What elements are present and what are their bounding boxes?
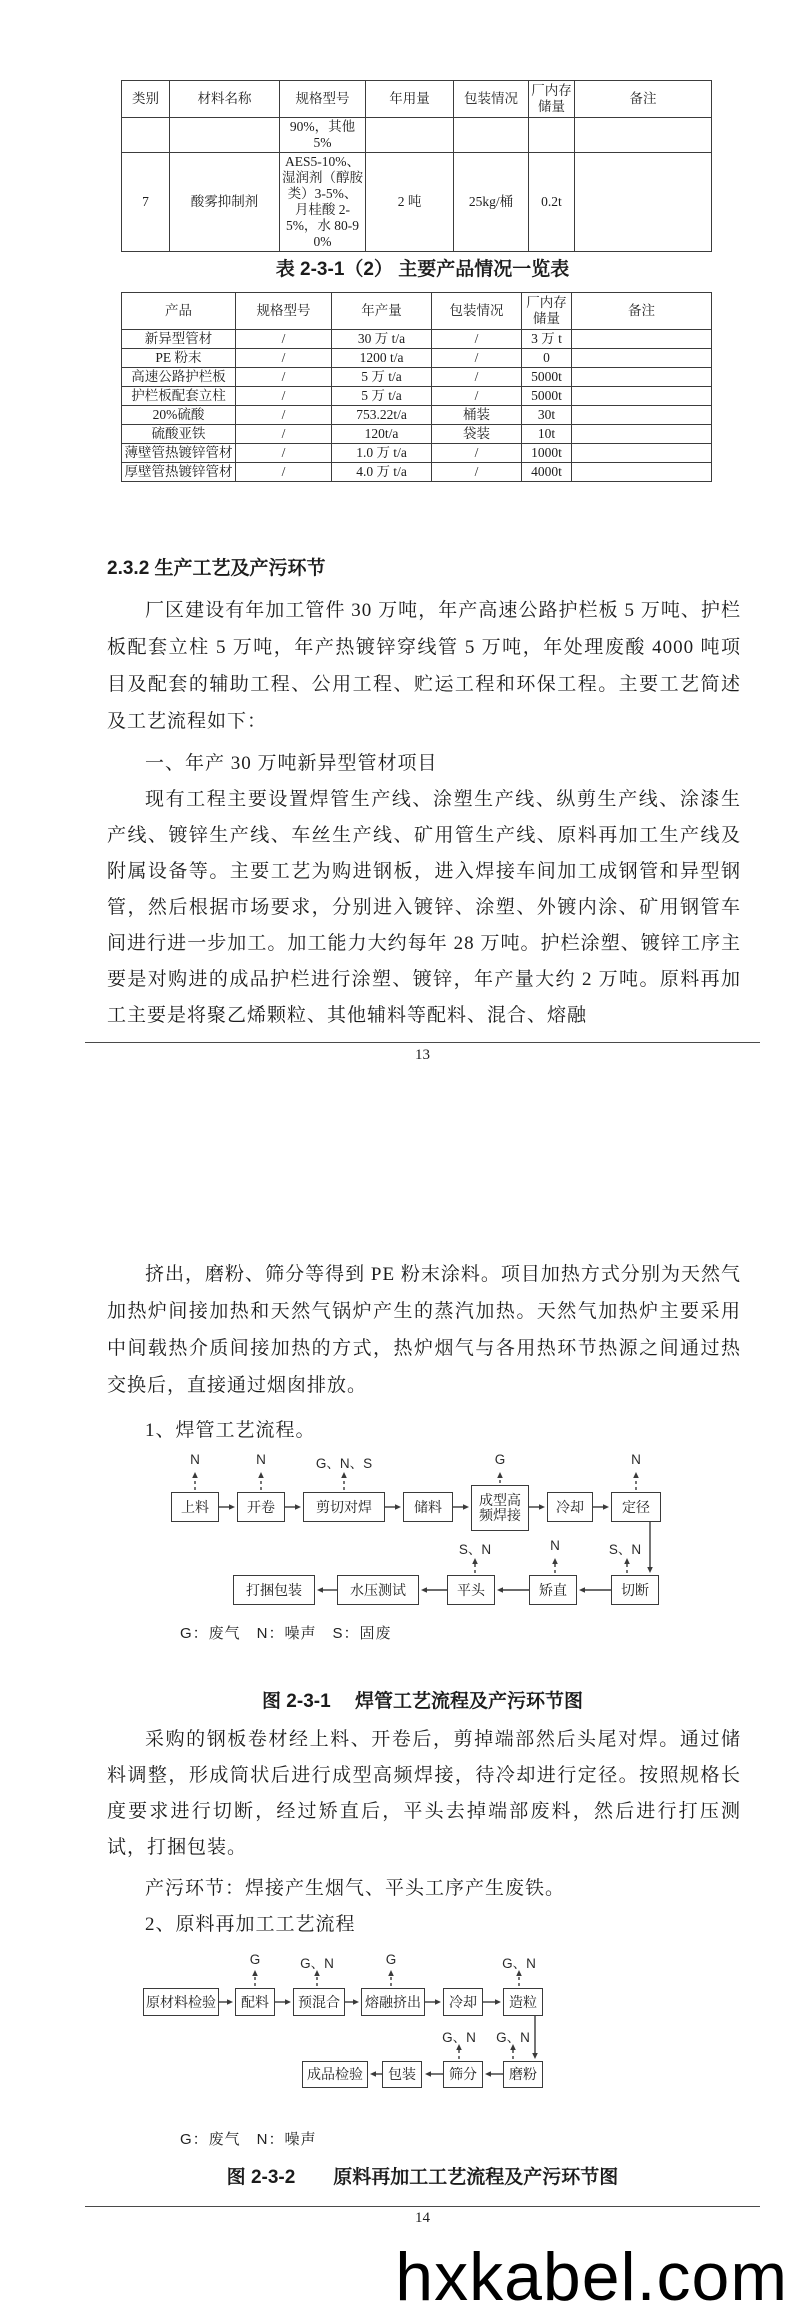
- table-cell: /: [236, 463, 332, 482]
- table-cell: 5 万 t/a: [332, 387, 432, 406]
- figure-2-caption: 图 2-3-2 原料再加工工艺流程及产污环节图: [226, 2167, 619, 2188]
- footer-rule: [85, 1042, 760, 1043]
- table-cell: 1.0 万 t/a: [332, 444, 432, 463]
- flow-step-rong-rong-ji-chu: 熔融挤出: [361, 1988, 425, 2016]
- flow-step-mo-fen: 磨粉: [503, 2061, 543, 2088]
- flow-step-yu-hun-he: 预混合: [293, 1988, 345, 2016]
- table-cell: 20%硫酸: [122, 406, 236, 425]
- flow-step-chu-liao: 储料: [403, 1492, 453, 1522]
- figure-1-caption: 图 2-3-1 焊管工艺流程及产污环节图: [262, 1691, 583, 1712]
- table-cell: 护栏板配套立柱: [122, 387, 236, 406]
- paragraph: 现有工程主要设置焊管生产线、涂塑生产线、纵剪生产线、涂漆生产线、镀锌生产线、车丝生产线、矿用管生产线、原料再加工生产线及附属设备等。主要工艺为购进钢板，进入焊接车间加工成钢管和异型钢管，然后根据市场要求，分别进入镀锌、涂塑、外镀内涂、矿用钢管车间进行进一步加工。加工能力大约每年 28 万吨。护栏涂塑、镀锌工序主要是对购进的成品护栏进行涂塑、镀锌，年产量大约 2 万吨。原料再加工主要是将聚乙烯颗粒、其他辅料等配料、混合、熔融: [107, 789, 741, 1026]
- emission-label: S、N: [458, 1542, 492, 1557]
- table-cell: 高速公路护栏板: [122, 368, 236, 387]
- sub-heading: 2、原料再加工工艺流程: [145, 1914, 356, 1935]
- table-cell: [572, 387, 712, 406]
- table-cell: 薄壁管热镀锌管材: [122, 444, 236, 463]
- emission-label: N: [190, 1452, 200, 1467]
- table-cell: /: [236, 406, 332, 425]
- table-cell: 1200 t/a: [332, 349, 432, 368]
- emission-label: G、N: [502, 1956, 536, 1971]
- table-cell: 3 万 t: [522, 330, 572, 349]
- table-cell: 桶装: [432, 406, 522, 425]
- materials-table: [121, 80, 712, 252]
- table-cell: 袋装: [432, 425, 522, 444]
- column-header: 年用量: [366, 81, 454, 118]
- table-cell: /: [432, 444, 522, 463]
- table-cell: [572, 330, 712, 349]
- paragraph: 厂区建设有年加工管件 30 万吨，年产高速公路护栏板 5 万吨、护栏板配套立柱 5 万吨，年产热镀锌穿线管 5 万吨，年处理废酸 4000 吨项目及配套的辅助工程、公用工程、贮运工程和环保工程。主要工艺简述及工艺流程如下：: [107, 600, 741, 732]
- flow-step-pei-liao: 配料: [235, 1988, 275, 2016]
- table-cell: 硫酸亚铁: [122, 425, 236, 444]
- table-cell: 5 万 t/a: [332, 368, 432, 387]
- column-header: 备注: [575, 81, 712, 118]
- table-row: [122, 406, 712, 425]
- table-cell: /: [236, 368, 332, 387]
- table-cell: [575, 118, 712, 153]
- column-header: 备注: [572, 293, 712, 330]
- emission-label: N: [550, 1538, 560, 1553]
- column-header: 材料名称: [170, 81, 280, 118]
- table-row: [122, 349, 712, 368]
- table-cell: 5000t: [522, 387, 572, 406]
- table-row: [122, 368, 712, 387]
- table-cell: 0: [522, 349, 572, 368]
- emission-label: G: [494, 1452, 506, 1467]
- emission-label: G: [385, 1952, 397, 1967]
- table-row: [122, 425, 712, 444]
- table-cell: 90%，其他 5%: [280, 118, 366, 153]
- diagram-legend: G：废气 N：噪声 S：固废: [180, 1625, 392, 1642]
- raw-material-reprocess-flow-diagram: [85, 1948, 725, 2153]
- table-cell: /: [236, 349, 332, 368]
- table-cell: /: [236, 387, 332, 406]
- table-cell: 5000t: [522, 368, 572, 387]
- table-cell: 10t: [522, 425, 572, 444]
- emission-label: N: [631, 1452, 641, 1467]
- column-header: 规格型号: [236, 293, 332, 330]
- footer-rule: [85, 2206, 760, 2207]
- page-number: 13: [415, 1047, 430, 1063]
- flow-step-zao-li: 造粒: [503, 1988, 543, 2016]
- table-cell: /: [432, 330, 522, 349]
- table-cell: /: [432, 349, 522, 368]
- table-cell: [366, 118, 454, 153]
- flow-step-jian-qie-dui-han: 剪切对焊: [303, 1492, 385, 1522]
- flow-step-leng-que: 冷却: [443, 1988, 483, 2016]
- table-cell: 1000t: [522, 444, 572, 463]
- table-cell: 30 万 t/a: [332, 330, 432, 349]
- flow-step-shui-ya-ce-shi: 水压测试: [337, 1575, 419, 1605]
- emission-label: N: [256, 1452, 266, 1467]
- table-cell: /: [432, 463, 522, 482]
- table-cell: 0.2t: [529, 153, 575, 252]
- section-heading: 2.3.2 生产工艺及产污环节: [107, 558, 326, 579]
- flow-step-cheng-xing-gao-pin-han-jie: 成型高频焊接: [471, 1485, 529, 1531]
- table-cell: 25kg/桶: [454, 153, 529, 252]
- emission-label: G、N: [300, 1956, 334, 1971]
- paragraph: 采购的钢板卷材经上料、开卷后，剪掉端部然后头尾对焊。通过储料调整，形成筒状后进行成型高频焊接，待冷却进行定径。按照规格长度要求进行切断，经过矫直后，平头去掉端部废料，然后进行打压测试，打捆包装。: [107, 1729, 741, 1858]
- table-cell: 2 吨: [366, 153, 454, 252]
- flow-step-shang-liao: 上料: [171, 1492, 219, 1522]
- products-table-caption: 表 2-3-1（2） 主要产品情况一览表: [275, 259, 570, 280]
- table-row: [122, 387, 712, 406]
- table-cell: [454, 118, 529, 153]
- flow-step-cheng-pin-jian-yan: 成品检验: [302, 2061, 368, 2088]
- table-cell: /: [236, 330, 332, 349]
- table-cell: [572, 463, 712, 482]
- flow-connectors: [85, 1948, 725, 2153]
- paragraph: 产污环节：焊接产生烟气、平头工序产生废铁。: [145, 1878, 566, 1899]
- emission-label: G: [249, 1952, 261, 1967]
- table-cell: 120t/a: [332, 425, 432, 444]
- table-cell: 新异型管材: [122, 330, 236, 349]
- table-cell: [572, 425, 712, 444]
- table-cell: 7: [122, 153, 170, 252]
- table-row: [122, 463, 712, 482]
- column-header: 包装情况: [454, 81, 529, 118]
- table-cell: /: [236, 444, 332, 463]
- products-table: [121, 292, 712, 482]
- emission-label: G、N: [442, 2030, 476, 2045]
- column-header: 包装情况: [432, 293, 522, 330]
- flow-step-jiao-zhi: 矫直: [529, 1575, 577, 1605]
- table-row: [122, 153, 712, 252]
- watermark: hxkabel.com: [395, 2239, 788, 2315]
- column-header: 类别: [122, 81, 170, 118]
- column-header: 厂内存储量: [529, 81, 575, 118]
- table-cell: /: [432, 368, 522, 387]
- sub-heading: 1、焊管工艺流程。: [145, 1420, 316, 1441]
- table-cell: 4000t: [522, 463, 572, 482]
- flow-step-leng-que: 冷却: [547, 1492, 593, 1522]
- table-cell: [529, 118, 575, 153]
- flow-step-ding-jing: 定径: [611, 1492, 661, 1522]
- emission-label: G、N、S: [315, 1456, 373, 1471]
- table-cell: PE 粉末: [122, 349, 236, 368]
- column-header: 年产量: [332, 293, 432, 330]
- table-cell: 4.0 万 t/a: [332, 463, 432, 482]
- table-cell: [572, 349, 712, 368]
- table-cell: /: [432, 387, 522, 406]
- emission-label: S、N: [608, 1542, 642, 1557]
- table-cell: [122, 118, 170, 153]
- table-cell: [170, 118, 280, 153]
- table-cell: 酸雾抑制剂: [170, 153, 280, 252]
- table-header-row: [122, 293, 712, 330]
- table-row: [122, 444, 712, 463]
- table-cell: [572, 406, 712, 425]
- flow-step-da-kun-bao-zhuang: 打捆包装: [233, 1575, 315, 1605]
- sub-heading: 一、年产 30 万吨新异型管材项目: [145, 753, 438, 774]
- flow-step-yuan-cai-liao-jian-yan: 原材料检验: [143, 1988, 219, 2016]
- paragraph: 挤出，磨粉、筛分等得到 PE 粉末涂料。项目加热方式分别为天然气加热炉间接加热和天然气锅炉产生的蒸汽加热。天然气加热炉主要采用中间载热介质间接加热的方式，热炉烟气与各用热环节热源之间通过热交换后，直接通过烟囱排放。: [107, 1264, 741, 1396]
- table-cell: AES5-10%、湿润剂（醇胺类）3-5%、月桂酸 2-5%，水 80-90%: [280, 153, 366, 252]
- table-row: [122, 118, 712, 153]
- column-header: 产品: [122, 293, 236, 330]
- page-number: 14: [415, 2210, 430, 2226]
- welded-pipe-flow-diagram: [85, 1446, 725, 1651]
- table-cell: 753.22t/a: [332, 406, 432, 425]
- flow-step-shai-fen: 筛分: [443, 2061, 483, 2088]
- table-cell: [572, 368, 712, 387]
- table-cell: [572, 444, 712, 463]
- table-cell: 厚壁管热镀锌管材: [122, 463, 236, 482]
- table-cell: /: [236, 425, 332, 444]
- flow-step-kai-juan: 开卷: [237, 1492, 285, 1522]
- table-cell: [575, 153, 712, 252]
- table-cell: 30t: [522, 406, 572, 425]
- column-header: 厂内存储量: [522, 293, 572, 330]
- flow-step-bao-zhuang: 包装: [382, 2061, 422, 2088]
- flow-step-qie-duan: 切断: [611, 1575, 659, 1605]
- emission-label: G、N: [496, 2030, 530, 2045]
- table-header-row: [122, 81, 712, 118]
- column-header: 规格型号: [280, 81, 366, 118]
- diagram-legend: G：废气 N：噪声: [180, 2131, 317, 2148]
- table-row: [122, 330, 712, 349]
- flow-step-ping-tou: 平头: [447, 1575, 495, 1605]
